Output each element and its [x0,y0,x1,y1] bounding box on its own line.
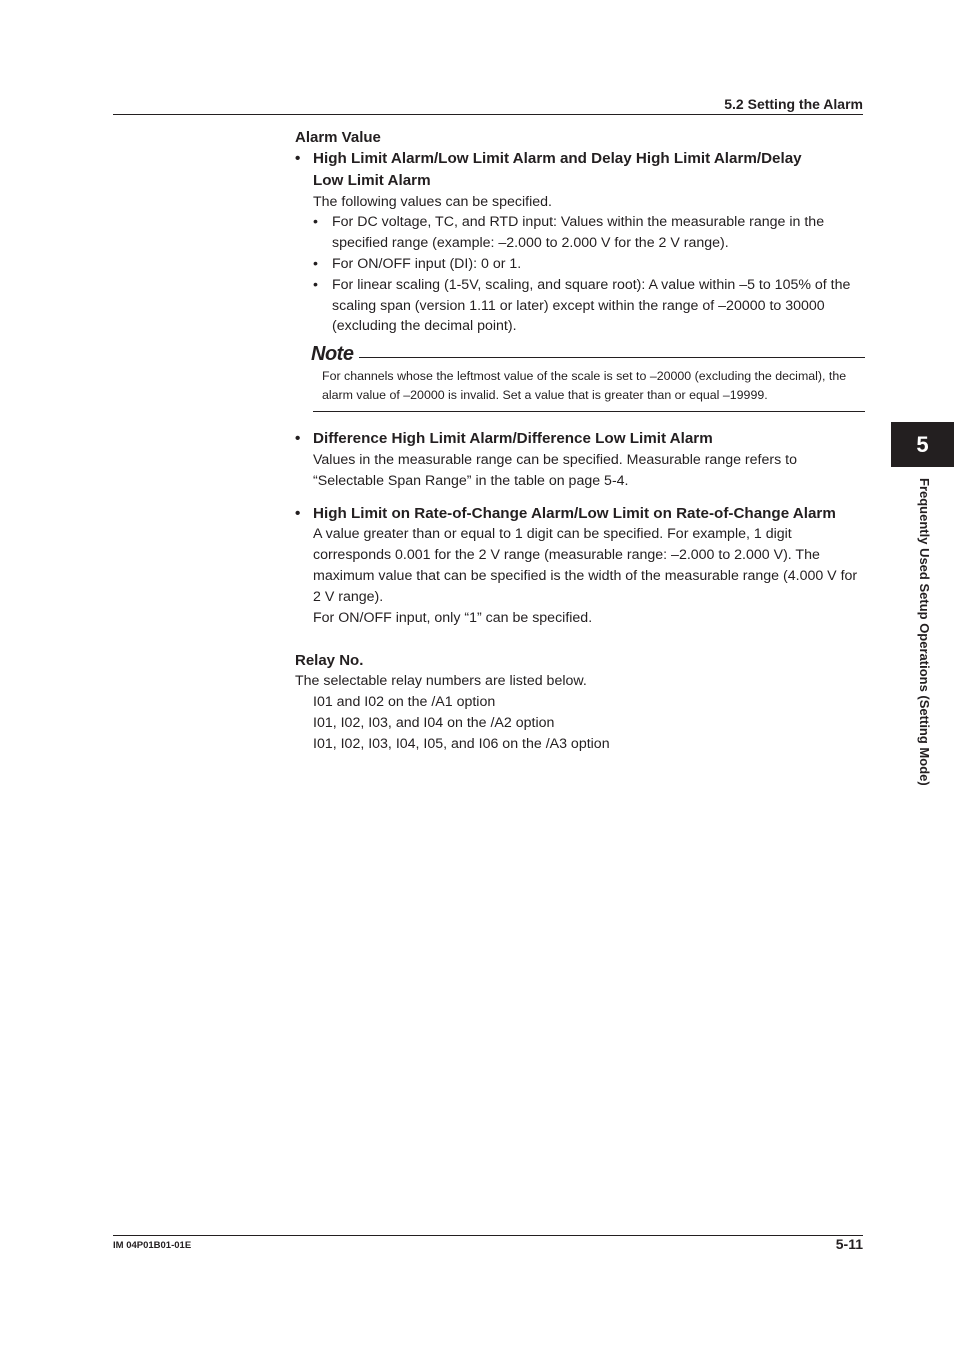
sub-item-text: For ON/OFF input (DI): 0 or 1. [332,255,522,272]
bullet-icon: • [295,430,301,448]
sub-bullet-icon: • [313,276,318,293]
rate-of-change-body: A value greater than or equal to 1 digit can be specified. For example, 1 digit corresponds 0.001 for the 2 V range (measurable range: –2.000 to 2.000 V). The maximum value that can be specified is the width of the measurable range (4.000 V for 2 V range). [313,526,858,605]
relay-option-a2: I01, I02, I03, and I04 on the /A2 option [313,714,555,731]
sub-bullet-icon: • [313,214,318,231]
note-text: For channels whose the leftmost value of the scale is set to –20000 (excluding the decimal), the alarm value of –20000 is invalid. Set a value that is greater than or equal –19999. [322,369,847,403]
relay-option-a1: I01 and I02 on the /A1 option [313,694,496,711]
chapter-side-label: Frequently Used Setup Operations (Setting Mode) [917,478,932,786]
high-low-limit-title-line1: High Limit Alarm/Low Limit Alarm and Delay High Limit Alarm/Delay [313,150,802,167]
high-low-limit-title-line2: Low Limit Alarm [313,171,431,189]
note-title: Note [311,344,359,365]
rate-of-change-title [295,503,865,525]
footer-rule [113,1235,863,1236]
sub-item-text: For DC voltage, TC, and RTD input: Values within the measurable range in the specified range (example: –2.000 to 2.000 V for the 2 V range). [332,214,825,252]
difference-alarm-title-text: Difference High Limit Alarm/Difference Low Limit Alarm [313,430,713,448]
sub-bullet-icon: • [313,255,318,272]
relay-heading: Relay No. [295,652,364,670]
sub-item-text: For linear scaling (1-5V, scaling, and square root): A value within –5 to 105% of the scaling span (version 1.11 or later) except within the range of –20000 to 30000 (excluding the decimal point). [332,276,851,335]
high-low-limit-intro: The following values can be specified. [313,193,552,210]
difference-alarm-body: Values in the measurable range can be specified. Measurable range refers to “Selectable Span Range” in the table on page 5-4. [313,451,797,489]
high-low-limit-section [295,148,865,412]
note-box [311,343,865,412]
sub-item-linear-scaling [295,275,865,337]
difference-alarm-title [295,428,865,450]
high-low-limit-title [295,148,865,192]
note-rule [353,357,865,358]
alarm-value-heading: Alarm Value [295,129,381,146]
document-id: IM 04P01B01-01E [113,1240,192,1251]
difference-alarm-section [295,428,865,491]
relay-option-a3: I01, I02, I03, I04, I05, and I06 on the /A3 option [313,735,610,752]
main-content [295,128,865,755]
bullet-icon: • [295,150,301,167]
running-header: 5.2 Setting the Alarm [724,96,863,112]
note-header [311,343,865,367]
relay-section [295,651,865,754]
header-rule [113,114,863,115]
chapter-tab: 5 [891,422,954,467]
page-number: 5-11 [835,1236,863,1252]
sub-item-dc-voltage [295,212,865,254]
sub-item-on-off [295,254,865,275]
rate-of-change-on-off: For ON/OFF input, only “1” can be specified. [313,609,593,626]
rate-of-change-section [295,503,865,629]
relay-intro: The selectable relay numbers are listed below. [295,673,587,690]
bullet-icon: • [295,504,301,522]
rate-of-change-title-text: High Limit on Rate-of-Change Alarm/Low Limit on Rate-of-Change Alarm [313,504,836,522]
